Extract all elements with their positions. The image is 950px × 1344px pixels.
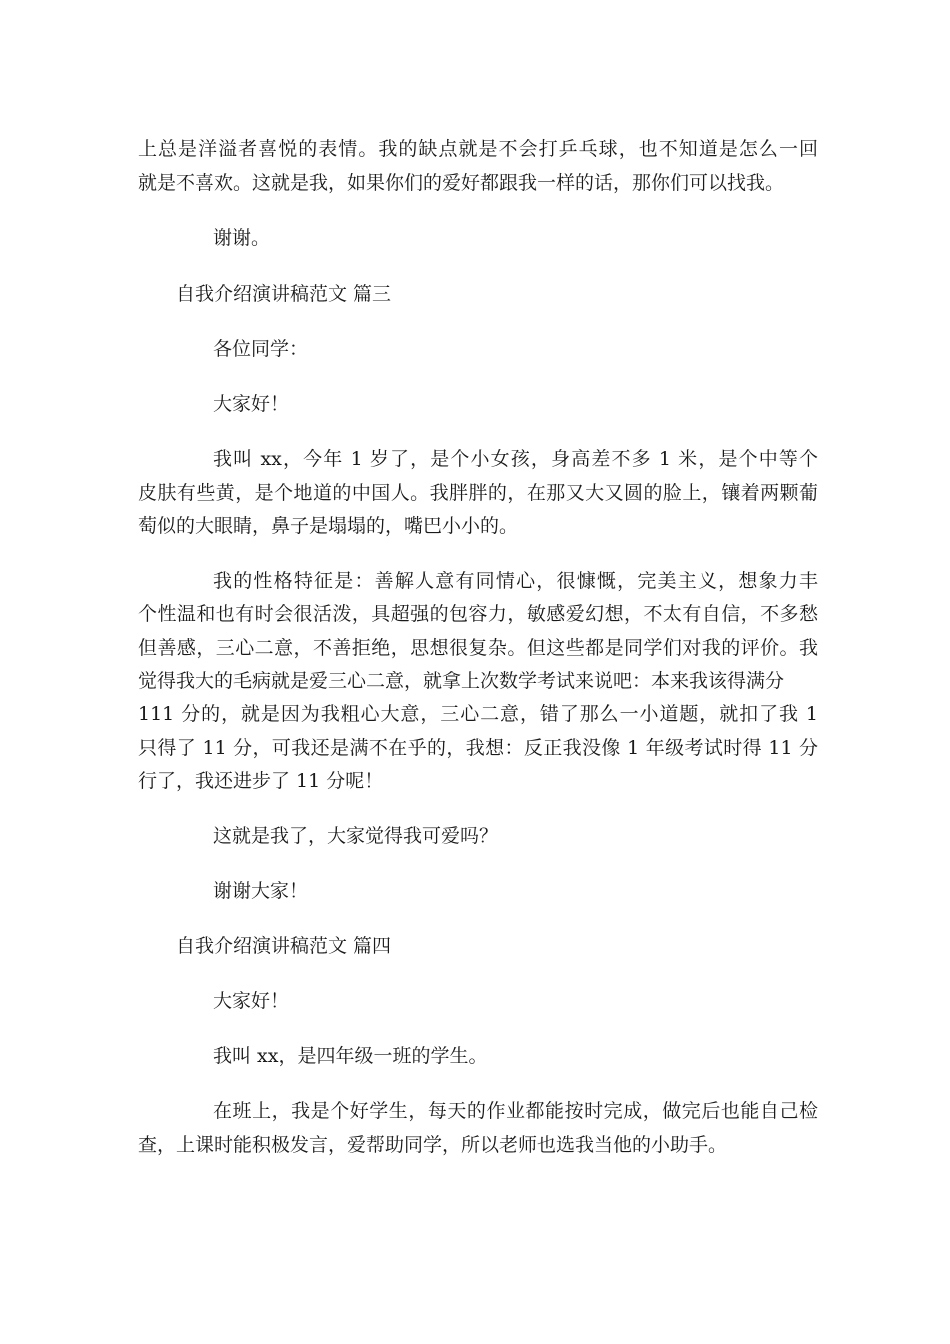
greeting-everyone: 大家好！ [213, 393, 290, 415]
question-line: 这就是我了，大家觉得我可爱吗？ [213, 825, 499, 847]
paragraph-line: 我的性格特征是：善解人意有同情心，很慷慨，完美主义，想象力丰 [213, 570, 818, 592]
paragraph-line: 皮肤有些黄，是个地道的中国人。我胖胖的，在那又大又圆的脸上，镶着两颗葡 [138, 482, 818, 504]
paragraph-line: 查，上课时能积极发言，爱帮助同学，所以老师也选我当他的小助手。 [138, 1134, 728, 1156]
greeting-everyone: 大家好！ [213, 990, 290, 1012]
paragraph-line: 但善感，三心二意，不善拒绝，思想很复杂。但这些都是同学们对我的评价。我 [138, 637, 818, 659]
paragraph-line: 只得了 11 分，可我还是满不在乎的，我想：反正我没像 1 年级考试时得 11 分 [138, 737, 818, 759]
paragraph-line: 个性温和也有时会很活泼，具超强的包容力，敏感爱幻想，不太有自信，不多愁 [138, 603, 818, 625]
paragraph-line: 上总是洋溢者喜悦的表情。我的缺点就是不会打乒乓球，也不知道是怎么一回 [138, 138, 818, 160]
section-heading-4: 自我介绍演讲稿范文 篇四 [176, 935, 392, 957]
paragraph-line: 111 分的，就是因为我粗心大意，三心二意，错了那么一小道题，就扣了我 1 [138, 703, 818, 725]
closing-thanks: 谢谢大家！ [213, 880, 309, 902]
greeting-classmates: 各位同学： [213, 338, 309, 360]
paragraph-line: 我叫 xx，今年 1 岁了，是个小女孩，身高差不多 1 米，是个中等个 [213, 448, 818, 470]
section-heading-3: 自我介绍演讲稿范文 篇三 [176, 283, 392, 305]
paragraph-line: 行了，我还进步了 11 分呢！ [138, 770, 384, 792]
paragraph-line: 我叫 xx，是四年级一班的学生。 [213, 1045, 488, 1067]
paragraph-line: 觉得我大的毛病就是爱三心二意，就拿上次数学考试来说吧：本来我该得满分 [138, 670, 785, 692]
paragraph-line: 在班上，我是个好学生，每天的作业都能按时完成，做完后也能自己检 [213, 1100, 818, 1122]
paragraph-line: 萄似的大眼睛，鼻子是塌塌的，嘴巴小小的。 [138, 515, 519, 537]
closing-thanks: 谢谢。 [213, 227, 271, 249]
paragraph-line: 就是不喜欢。这就是我，如果你们的爱好都跟我一样的话，那你们可以找我。 [138, 172, 785, 194]
